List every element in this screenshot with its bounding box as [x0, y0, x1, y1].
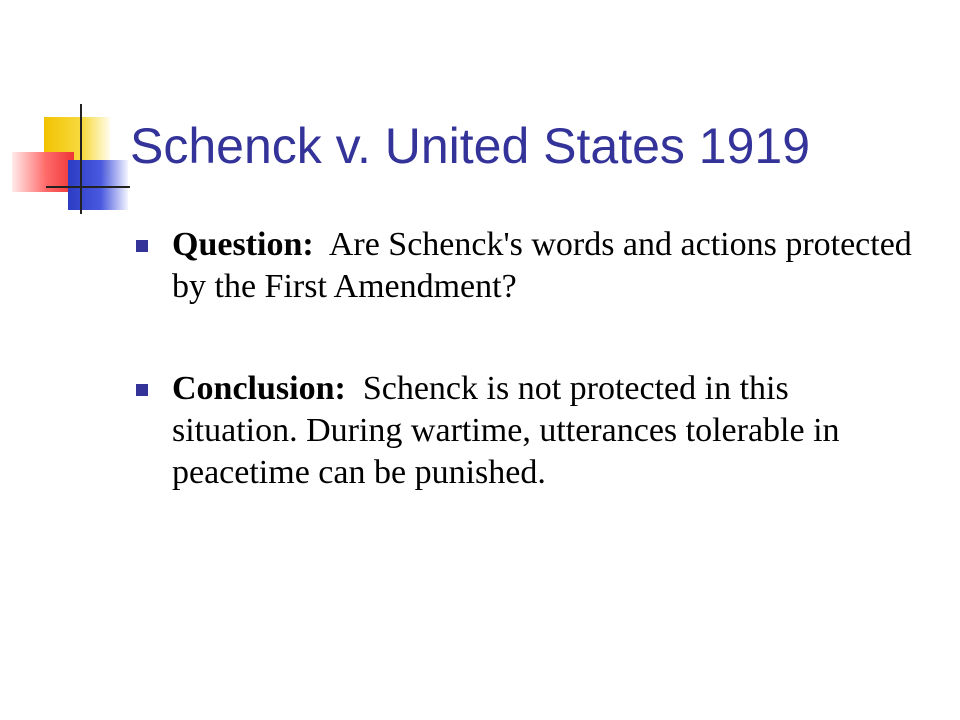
logo-blue-square — [68, 160, 128, 210]
square-bullet-icon — [136, 240, 148, 252]
bullet-text: Schenck is not protected in this situation. During wartime, utterances tolerable in peacetime can be punished. — [172, 370, 840, 491]
slide-title: Schenck v. United States 1919 — [130, 118, 811, 174]
bullet-label: Conclusion: — [172, 370, 346, 407]
bullet-label: Question: — [172, 226, 314, 263]
corner-logo-graphic — [0, 0, 140, 230]
bullet-list — [134, 224, 914, 554]
square-bullet-icon — [136, 384, 148, 396]
bullet-text: Are Schenck's words and actions protected by the First Amendment? — [172, 226, 912, 305]
logo-vertical-line — [80, 104, 82, 214]
bullet-question — [134, 224, 914, 308]
logo-horizontal-line — [46, 186, 130, 188]
bullet-conclusion — [134, 368, 914, 494]
